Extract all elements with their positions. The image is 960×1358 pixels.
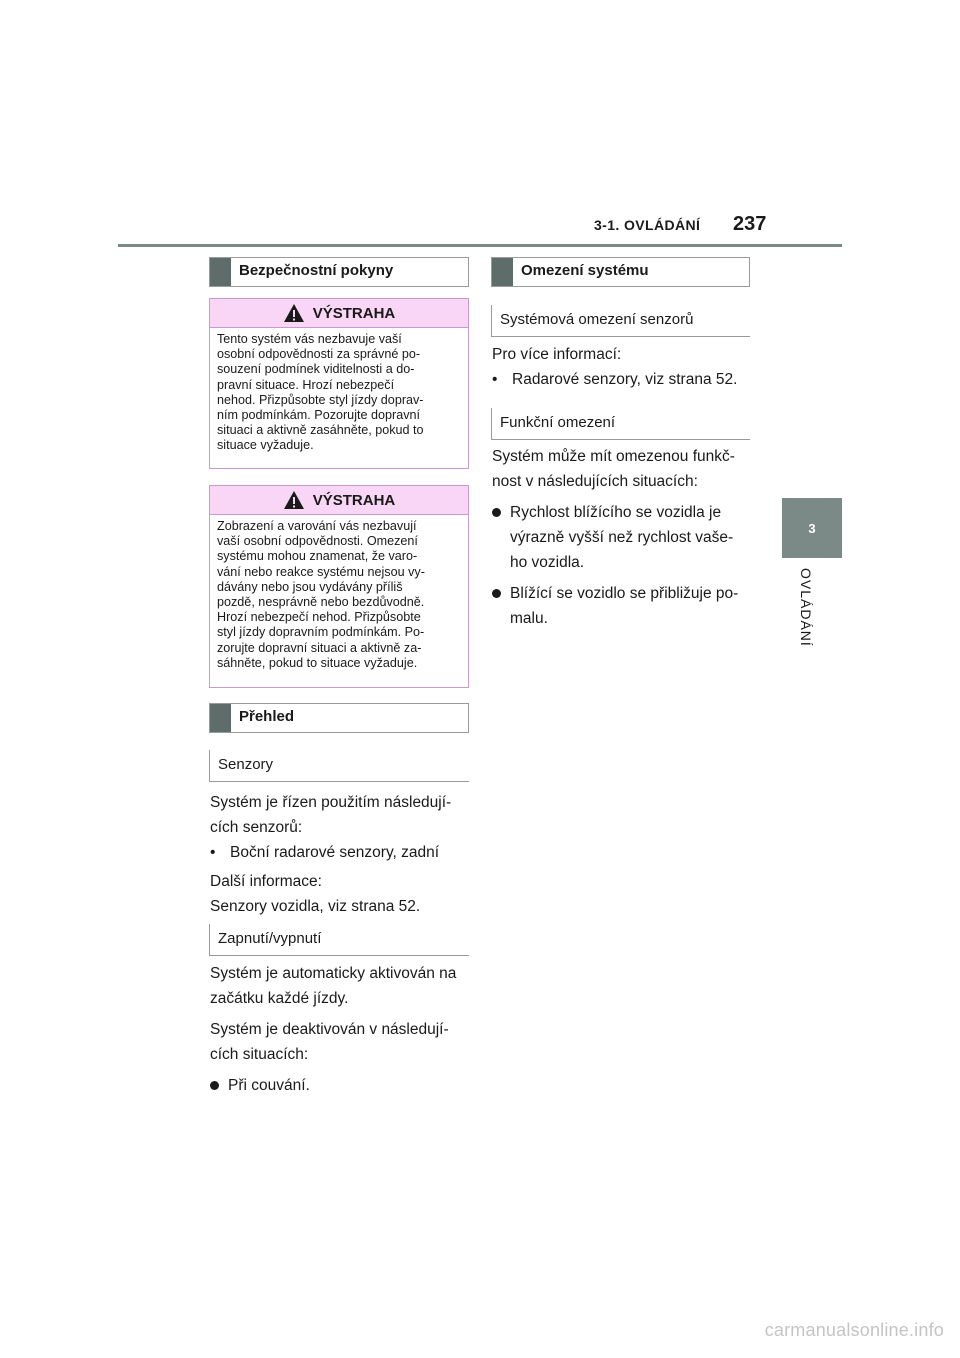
warning-line: situace vyžaduje.: [217, 438, 314, 453]
warning-line: Hrozí nebezpečí nehod. Přizpůsobte: [217, 610, 421, 625]
chapter-label: OVLÁDÁNÍ: [798, 568, 814, 647]
onoff-subheading: Zapnutí/vypnutí: [209, 924, 469, 956]
limits-heading: Omezení systému: [491, 257, 750, 287]
heading-block: [492, 258, 513, 286]
warning-header: [210, 486, 468, 515]
list-item: • Boční radarové senzory, zadní: [210, 844, 440, 861]
paragraph-line: nost v následujících situacích:: [492, 473, 698, 490]
chapter-tab[interactable]: [782, 498, 842, 558]
list-item: Blížící se vozidlo se přibližuje po- malu.: [492, 581, 754, 631]
warning-body: [210, 328, 468, 460]
paragraph-line: začátku každé jízdy.: [210, 990, 349, 1007]
sensors-section: [210, 790, 472, 919]
warning-line: dávány nebo jsou vydávány příliš: [217, 579, 403, 594]
warning-line: sáhněte, pokud to situace vyžaduje.: [217, 655, 418, 670]
paragraph-line: Senzory vozidla, viz strana 52.: [210, 898, 421, 915]
warning-title: VÝSTRAHA: [312, 491, 396, 509]
chapter-number: 3: [808, 520, 816, 536]
paragraph-line: cích senzorů:: [210, 819, 303, 836]
warning-box-1: [209, 298, 469, 469]
bullet-icon: [210, 1073, 228, 1098]
warning-line: vaší osobní odpovědnosti. Omezení: [217, 534, 418, 549]
warning-box-2: [209, 485, 469, 688]
paragraph-line: Další informace:: [210, 873, 322, 890]
heading-block: [210, 258, 231, 286]
warning-line: Tento systém vás nezbavuje vaší: [217, 332, 402, 346]
list-item: Rychlost blížícího se vozidla je výrazně vyšší než rychlost vaše- ho vozidla.: [492, 500, 754, 575]
page-number: 237: [733, 213, 767, 235]
paragraph-line: Systém může mít omezenou funkč-: [492, 448, 735, 465]
list-item: • Radarové senzory, viz strana 52.: [492, 371, 738, 388]
warning-line: osobní odpovědnosti za správné po-: [217, 347, 421, 362]
warning-line: systému mohou znamenat, že varo-: [217, 549, 418, 564]
warning-line: pozdě, nesprávně nebo bezdůvodně.: [217, 595, 425, 610]
header-rule: [118, 244, 842, 247]
warning-line: souzení podmínek viditelnosti a do-: [217, 362, 415, 377]
bullet-icon: [492, 581, 510, 631]
warning-line: situaci a aktivně zasáhněte, pokud to: [217, 423, 424, 438]
sensors-subheading: Senzory: [209, 750, 469, 782]
warning-line: pravní situace. Hrozí nebezpečí: [217, 377, 395, 392]
paragraph-line: Systém je řízen použitím následují-: [210, 794, 452, 811]
warning-body: [210, 515, 468, 677]
warning-triangle-icon: [283, 490, 305, 510]
warning-line: Zobrazení a varování vás nezbavují: [217, 519, 417, 533]
warning-line: zorujte dopravní situaci a aktivně za-: [217, 640, 422, 655]
warning-line: ním podmínkám. Pozorujte dopravní: [217, 408, 421, 423]
warning-header: [210, 299, 468, 328]
heading-block: [210, 704, 231, 732]
paragraph-line: Systém je deaktivován v následují-: [210, 1021, 449, 1038]
section-title: 3-1. OVLÁDÁNÍ: [594, 217, 701, 233]
paragraph-line: Pro více informací:: [492, 346, 622, 363]
warning-line: nehod. Přizpůsobte styl jízdy doprav-: [217, 392, 424, 407]
warning-line: styl jízdy dopravním podmínkám. Po-: [217, 625, 425, 640]
paragraph-line: cích situacích:: [210, 1046, 309, 1063]
list-item: Při couvání.: [210, 1073, 472, 1098]
func-limits-section: [492, 444, 754, 631]
warning-triangle-icon: [283, 303, 305, 323]
bullet-icon: [492, 500, 510, 575]
safety-heading: Bezpečnostní pokyny: [209, 257, 469, 287]
sensor-limits-subheading: Systémová omezení senzorů: [491, 305, 750, 337]
overview-heading: Přehled: [209, 703, 469, 733]
warning-line: vání nebo reakce systému nejsou vy-: [217, 564, 425, 579]
onoff-section: [210, 961, 472, 1098]
watermark[interactable]: carmanualsonline.info: [764, 1320, 944, 1340]
paragraph-line: Systém je automaticky aktivován na: [210, 965, 457, 982]
warning-title: VÝSTRAHA: [312, 304, 396, 322]
sensor-limits-section: [492, 342, 754, 392]
func-limits-subheading: Funkční omezení: [491, 408, 750, 440]
